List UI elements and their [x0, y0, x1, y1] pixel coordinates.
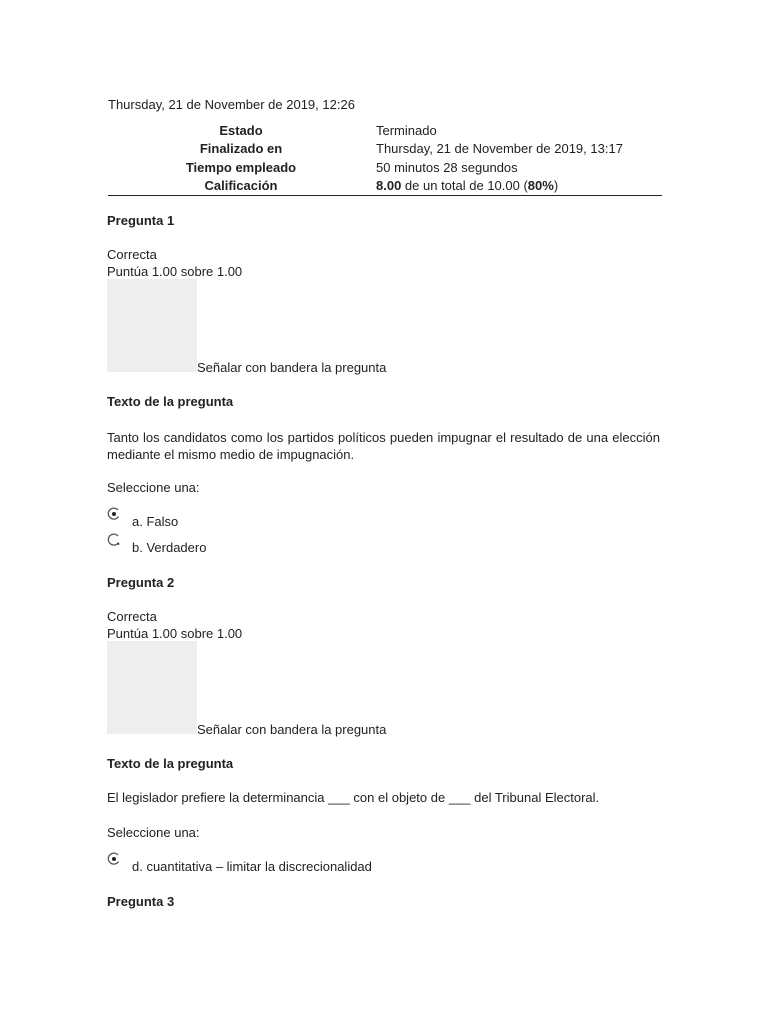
attempt-summary-table [108, 122, 662, 196]
question-2-flag-link[interactable]: Señalar con bandera la pregunta [197, 722, 387, 737]
radio-unselected-icon[interactable] [107, 533, 121, 547]
summary-row-estado [108, 122, 662, 140]
radio-selected-icon[interactable] [107, 507, 121, 521]
summary-label: Calificación [108, 177, 374, 196]
grade-score: 8.00 [376, 178, 402, 194]
grade-end: ) [553, 178, 559, 194]
summary-value: 50 minutos 28 segundos [376, 159, 518, 175]
question-1-option-a[interactable]: a. Falso [132, 514, 179, 529]
question-1-points: Puntúa 1.00 sobre 1.00 [107, 264, 243, 279]
grade-value [374, 177, 662, 196]
summary-row-calificacion [108, 177, 662, 196]
question-2-text: El legislador prefiere la determinancia ___ con el objeto de ___ del Tribunal Electoral. [107, 790, 600, 805]
question-2-prompt: Seleccione una: [107, 825, 200, 840]
question-1-text: Tanto los candidatos como los partidos políticos pueden impugnar el resultado de una elección mediante el mismo medio de impugnación. [107, 430, 660, 462]
radio-selected-icon[interactable] [107, 852, 121, 866]
question-1-prompt: Seleccione una: [107, 480, 200, 495]
question-3-title: Pregunta 3 [107, 894, 175, 909]
grade-percent: 80% [527, 178, 554, 194]
question-2-text-label: Texto de la pregunta [107, 756, 234, 771]
summary-label: Tiempo empleado [185, 159, 297, 175]
question-1-state: Correcta [107, 247, 157, 262]
flag-icon[interactable] [107, 279, 197, 372]
question-1-option-b[interactable]: b. Verdadero [132, 540, 207, 555]
summary-row-tiempo [108, 159, 662, 177]
question-1-flag-link[interactable]: Señalar con bandera la pregunta [197, 360, 387, 375]
flag-icon[interactable] [107, 641, 197, 734]
grade-middle: de un total de 10.00 ( [401, 178, 528, 194]
question-2-points: Puntúa 1.00 sobre 1.00 [107, 626, 243, 641]
summary-label: Finalizado en [199, 141, 283, 157]
summary-label: Estado [219, 123, 263, 139]
started-on: Thursday, 21 de November de 2019, 12:26 [108, 97, 355, 112]
summary-value: Terminado [376, 123, 437, 139]
summary-value: Thursday, 21 de November de 2019, 13:17 [376, 141, 623, 157]
question-2-option-d[interactable]: d. cuantitativa – limitar la discrecionalidad [132, 859, 372, 874]
question-1-text-label: Texto de la pregunta [107, 394, 234, 409]
question-2-state: Correcta [107, 609, 157, 624]
question-2-title: Pregunta 2 [107, 575, 175, 590]
question-1-title: Pregunta 1 [107, 213, 175, 228]
summary-row-finalizado [108, 140, 662, 158]
